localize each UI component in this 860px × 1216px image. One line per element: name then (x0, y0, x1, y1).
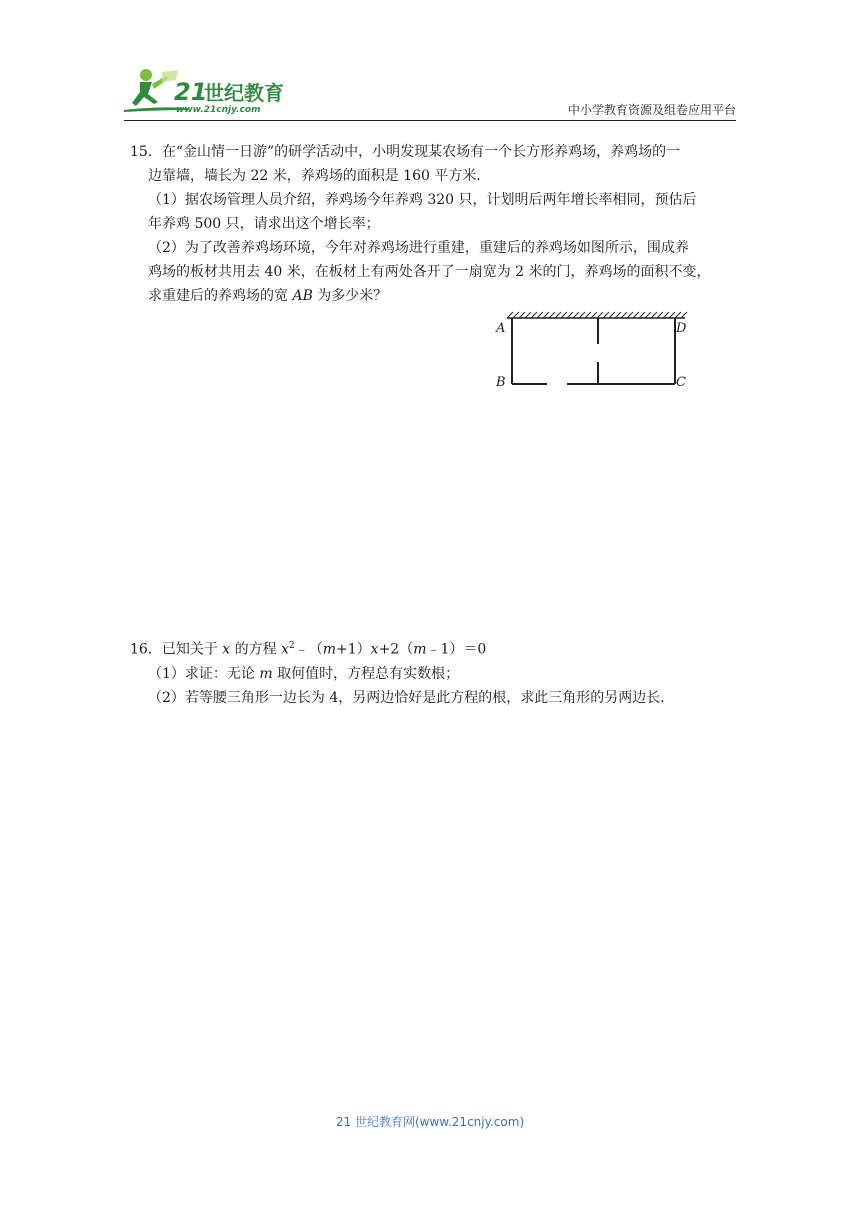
label-D: D (676, 321, 687, 336)
q15-part1-line1: （1）据农场管理人员介绍，养鸡场今年养鸡 320 只，计划明后两年增长率相同，预估后 (148, 192, 697, 208)
q15-stem-line2: 边靠墙，墙长为 22 米，养鸡场的面积是 160 平方米． (148, 168, 491, 184)
q16-part2: （2）若等腰三角形一边长为 4，另两边恰好是此方程的根，求此三角形的另两边长． (148, 689, 675, 706)
q15-part2-line3: 求重建后的养鸡场的宽 AB 为多少米？ (148, 288, 388, 304)
footer-link[interactable]: 21 世纪教育网(www.21cnjy.com) (335, 1115, 525, 1129)
chicken-farm-figure (493, 310, 697, 392)
question-15 (130, 140, 734, 308)
q15-part2-line1: （2）为了改善养鸡场环境，今年对养鸡场进行重建，重建后的养鸡场如图所示，围成养 (148, 240, 689, 256)
q16-stem: 16．已知关于 x 的方程 $x^2﹣(m+1)x+2(m﹣1)=0$ (130, 641, 487, 658)
svg-text:世纪教育: 世纪教育 (204, 81, 284, 105)
svg-text:21: 21 (174, 78, 208, 106)
q15-number: 15． (130, 144, 162, 160)
label-A: A (496, 321, 506, 336)
q15-part2-line2: 鸡场的板材共用去 40 米，在板材上有两处各开了一扇宽为 2 米的门，养鸡场的面积不变， (148, 264, 711, 280)
label-C: C (676, 375, 686, 390)
fence-lines (512, 318, 675, 384)
label-B: B (496, 375, 506, 390)
header-tagline: 中小学教育资源及组卷应用平台 (567, 103, 736, 117)
wall-hatching (507, 312, 687, 318)
q16-number: 16． (130, 641, 162, 658)
question-16 (130, 634, 734, 710)
q16-part1: （1）求证：无论 m 取何值时，方程总有实数根； (148, 665, 460, 682)
header-divider (124, 120, 736, 121)
site-logo (118, 66, 318, 118)
q15-stem-line1: 15．在“金山情一日游”的研学活动中，小明发现某农场有一个长方形养鸡场，养鸡场的一 (130, 144, 681, 160)
q15-part1-line2: 年养鸡 500 只，请求出这个增长率； (148, 216, 380, 232)
svg-text:www.21cnjy.com: www.21cnjy.com (176, 105, 261, 115)
